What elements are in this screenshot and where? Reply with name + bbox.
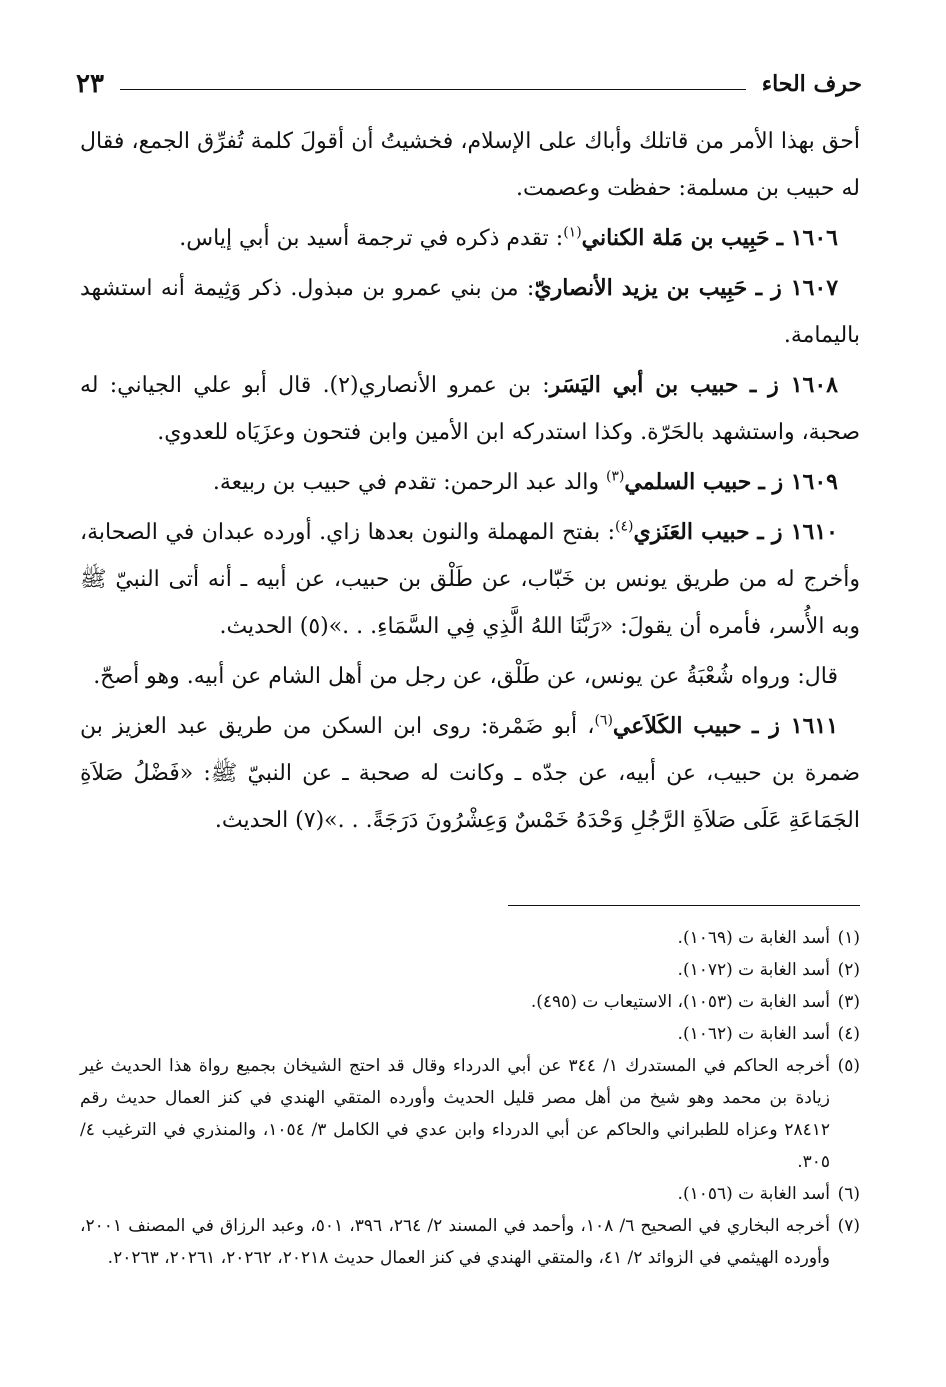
footnote-ref: (٣) — [605, 468, 625, 485]
entry-text: : بن عمرو الأنصاري(٢). قال أبو علي الجياني: له صحبة، واستشهد بالحَرّة. وكذا استدركه ابن الأمين وابن فتحون وعزَيَاه للعدوي. — [80, 373, 860, 445]
footnote-number: (٣) — [837, 992, 860, 1012]
entry-1609 — [80, 459, 860, 506]
footnotes — [80, 922, 860, 1274]
entry-number: ١٦٠٦ ـ — [776, 225, 838, 251]
footnote-number: (٧) — [837, 1216, 860, 1236]
entry-heading: حبيب العَنَزي — [633, 519, 750, 545]
entry-text: : من بني عمرو بن مبذول. ذكر وَثِيمة أنه استشهد باليمامة. — [80, 276, 860, 348]
page-header — [76, 62, 862, 106]
entry-text: والد عبد الرحمن: تقدم في حبيب بن ربيعة. — [212, 470, 606, 495]
entry-heading: حبيب السلمي — [624, 469, 752, 495]
page-number: ٢٣ — [76, 69, 104, 99]
entry-1606 — [80, 215, 860, 262]
footnote-text: أخرجه البخاري في الصحيح ٦/ ١٠٨، وأحمد في المسند ٢/ ٢٦٤، ٣٩٦، ٥٠١، وعبد الرزاق في المصنف ٢٠٠١، وأورده الهيثمي في الزوائد ٢/ ٤١، والمتقي الهندي في كنز العمال حديث ٢٠٢١٨، ٢٠٢٦٢، ٢٠٢٦١، ٢٠٢٦٣. — [80, 1216, 831, 1268]
footnote-ref: (١) — [563, 224, 582, 241]
footnote — [80, 1018, 860, 1050]
main-text — [80, 118, 860, 847]
footnote-number: (١) — [837, 928, 860, 948]
footnote-text: أسد الغابة ت (١٠٥٣)، الاستيعاب ت (٤٩٥). — [530, 992, 830, 1012]
entry-1608 — [80, 362, 860, 456]
footnote — [80, 986, 860, 1018]
entry-1610 — [80, 509, 860, 650]
entry-number: ١٦١١ ز ـ — [751, 713, 839, 739]
footnote-number: (٤) — [837, 1024, 860, 1044]
paragraph-continuation: أحق بهذا الأمر من قاتلك وأباك على الإسلام، فخشيتُ أن أقولَ كلمة تُفرِّق الجمع، فقال له حبيب بن مسلمة: حفظت وعصمت. — [80, 129, 860, 201]
footnote-text: أخرجه الحاكم في المستدرك ١/ ٣٤٤ عن أبي الدرداء وقال قد احتج الشيخان بجميع رواة هذا الحديث غير زيادة بن محمد وهو شيخ من أهل مصر قليل الحديث وأورده المتقي الهندي في كنز العمال حديث رقم ٢٨٤١٢ وعزاه للطبراني والحاكم عن أبي الدرداء وابن عدي في الكامل ٣/ ١٠٥٤، والمنذري في الترغيب ٤/ ٣٠٥. — [80, 1056, 831, 1172]
footnote — [80, 1050, 860, 1178]
footnote-number: (٥) — [837, 1056, 860, 1076]
entry-number: ١٦٠٩ ز ـ — [758, 469, 838, 495]
entry-text: ، أبو ضَمْرة: روى ابن السكن من طريق عبد العزيز بن ضمرة بن حبيب، عن أبيه، عن جدّه ـ وكانت له صحبة ـ عن النبيّ ﷺ: «فَضْلُ صَلاَةِ الجَمَاعَةِ عَلَى صَلاَةِ الرَّجُلِ وَحْدَهُ خَمْسٌ وَعِشْرُونَ دَرَجَةً. . .»(٧) الحديث. — [80, 714, 860, 833]
entry-text: : تقدم ذكره في ترجمة أسيد بن أبي إياس. — [179, 226, 564, 251]
footnote-text: أسد الغابة ت (١٠٦٩). — [677, 928, 830, 948]
footnote — [80, 1210, 860, 1274]
footnote — [80, 922, 860, 954]
footnote — [80, 954, 860, 986]
entry-heading: حبيب الكَلاَعي — [612, 713, 742, 739]
footnote-text: أسد الغابة ت (١٠٧٢). — [677, 960, 830, 980]
entry-1607 — [80, 265, 860, 359]
running-title: حرف الحاء — [761, 71, 862, 97]
entry-1610-continuation: قال: ورواه شُعْبَةُ عن يونس، عن طَلْق، عن رجل من أهل الشام عن أبيه. وهو أصحّ. — [93, 664, 838, 689]
footnote-ref: (٤) — [615, 518, 634, 535]
footnote-number: (٦) — [837, 1184, 860, 1204]
entry-1611 — [80, 703, 860, 844]
entry-number: ١٦٠٧ ز ـ — [755, 275, 839, 301]
entry-heading: حبيب بن أبي اليَسَر — [549, 372, 739, 398]
footnote-text: أسد الغابة ت (١٠٥٦). — [677, 1184, 830, 1204]
footnote-text: أسد الغابة ت (١٠٦٢). — [677, 1024, 830, 1044]
entry-heading: حَبِيب بن مَلة الكناني — [581, 225, 770, 251]
entry-number: ١٦٠٨ ز ـ — [749, 372, 838, 398]
footnote — [80, 1178, 860, 1210]
entry-heading: حَبِيب بن يزيد الأنصاريّ — [534, 275, 748, 301]
footnote-divider — [508, 905, 860, 906]
entry-number: ١٦١٠ ز ـ — [757, 519, 838, 545]
header-rule — [120, 89, 746, 90]
entry-text: : بفتح المهملة والنون بعدها زاي. أورده عبدان في الصحابة، وأخرج له من طريق يونس بن خَبّاب، عن طَلْق بن حبيب، عن أبيه ـ أنه أتى النبيّ ﷺ وبه الأُسر، فأمره أن يقولَ: «رَبَّنَا اللهُ الَّذِي فِي السَّمَاءِ. . .»(٥) الحديث. — [80, 520, 860, 639]
footnote-number: (٢) — [837, 960, 860, 980]
footnote-ref: (٦) — [594, 712, 613, 729]
